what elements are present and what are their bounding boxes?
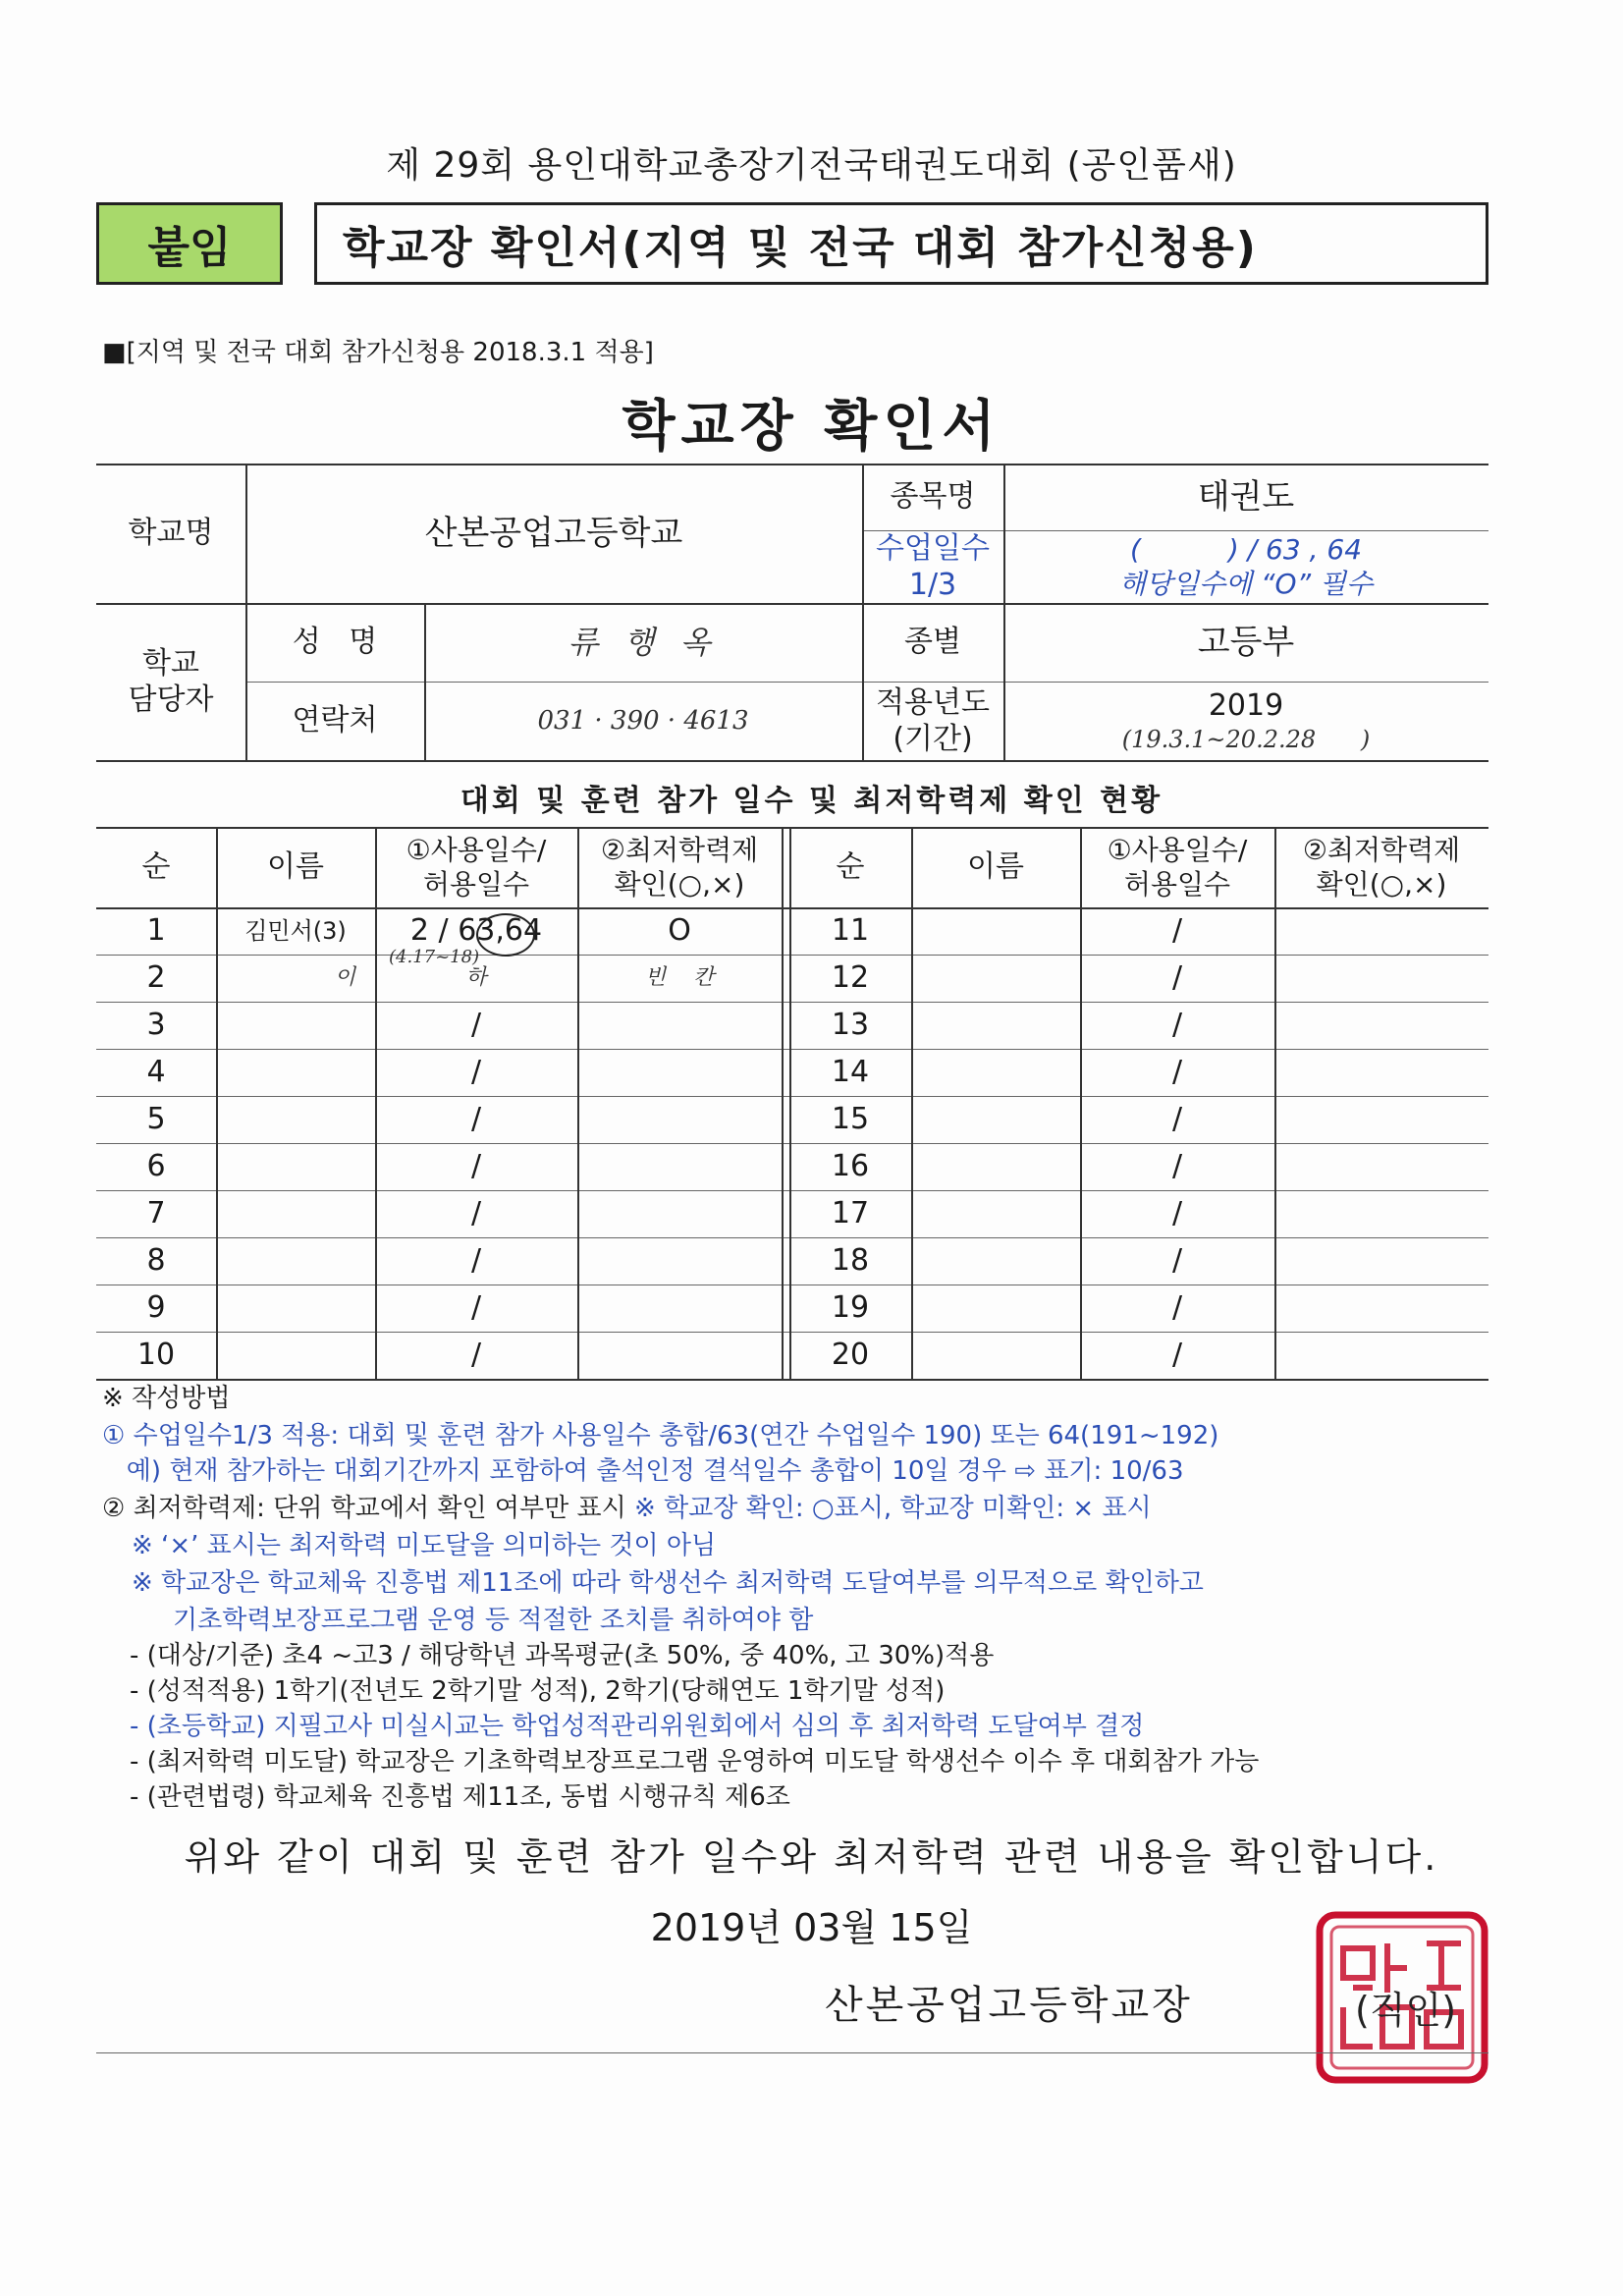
note-line-5: ※ 학교장은 학교체육 진흥법 제11조에 따라 학생선수 최저학력 도달여부를 의무적으로 확인하고 — [132, 1568, 1204, 1598]
col-header-no-right: 순 — [836, 849, 865, 885]
note-line-8: - (성적적용) 1학기(전년도 2학기말 성적), 2학기(당해연도 1학기말 성적) — [130, 1676, 946, 1706]
row-left-1-min: O — [668, 913, 691, 949]
row-left-6-no: 6 — [146, 1149, 166, 1184]
row-right-7-min — [1274, 1190, 1488, 1237]
row-left-3-name — [216, 1002, 375, 1049]
row-right-5-no: 15 — [831, 1102, 870, 1137]
col-header-no: 순 — [141, 849, 171, 885]
note-line-4: ※ ‘×’ 표시는 최저학력 미도달을 의미하는 것이 아님 — [132, 1531, 717, 1560]
row-left-4-name — [216, 1049, 375, 1096]
class-days-value-line2: 해당일수에 “O” 필수 — [1118, 568, 1374, 600]
manager-label-line2: 담당자 — [128, 683, 214, 717]
document-title: 학교장 확인서 — [622, 395, 1001, 459]
row-left-5-min — [577, 1096, 782, 1143]
row-left-9-no: 9 — [146, 1290, 166, 1326]
row-right-9-days: / — [1171, 1290, 1183, 1326]
row-left-7-min — [577, 1190, 782, 1237]
row-left-6-days: / — [470, 1149, 482, 1184]
row-left-5-days: / — [470, 1102, 482, 1137]
circled-63-mark — [476, 913, 535, 957]
note-line-10: - (최저학력 미도달) 학교장은 기초학력보장프로그램 운영하여 미도달 학생선수 이수 후 대회참가 가능 — [130, 1747, 1260, 1777]
col-header-days-right-line1: ①사용일수/ — [1107, 834, 1248, 866]
form-title-box — [314, 202, 1488, 285]
row-left-8-no: 8 — [146, 1243, 166, 1279]
row-left-7-name — [216, 1190, 375, 1237]
applicability-note: ■[지역 및 전국 대회 참가신청용 2018.3.1 적용] — [102, 338, 654, 367]
row-right-10-days: / — [1171, 1338, 1183, 1373]
col-header-min — [577, 827, 782, 907]
row-right-3-min — [1274, 1002, 1488, 1049]
class-days-value — [1003, 530, 1488, 603]
row-left-1-no: 1 — [146, 913, 166, 949]
class-days-label — [862, 530, 1003, 603]
year-value — [1003, 682, 1488, 760]
col-header-min-right-line2: 확인(○,×) — [1316, 868, 1447, 901]
school-name-value: 산본공업고등학교 — [424, 513, 683, 553]
period-value: (19.3.1~20.2.28 ) — [1121, 725, 1371, 753]
division-label: 종별 — [904, 625, 961, 660]
row-right-10-no: 20 — [831, 1338, 870, 1373]
row-left-10-min — [577, 1332, 782, 1379]
row-right-9-no: 19 — [831, 1290, 870, 1326]
row-left-9-name — [216, 1285, 375, 1332]
row-right-10-min — [1274, 1332, 1488, 1379]
col-header-min-line2: 확인(○,×) — [614, 868, 745, 901]
row-right-1-name — [911, 907, 1080, 955]
signature-date: 2019년 03월 15일 — [650, 1906, 973, 1949]
principal-name: 산본공업고등학교장 — [825, 1983, 1193, 2028]
notes-heading: ※ 작성방법 — [102, 1384, 231, 1413]
note-line-9: - (초등학교) 지필고사 미실시교는 학업성적관리위원회에서 심의 후 최저학력 도달여부 결정 — [130, 1712, 1145, 1741]
note-line-6: 기초학력보장프로그램 운영 등 적절한 조치를 취하여야 함 — [173, 1606, 814, 1635]
col-header-name: 이름 — [267, 849, 324, 885]
row-left-8-min — [577, 1237, 782, 1285]
col-header-min-right-line1: ②최저학력제 — [1302, 834, 1461, 866]
row-right-3-no: 13 — [831, 1008, 870, 1043]
row-right-3-name — [911, 1002, 1080, 1049]
note-line-1: ① 수업일수1/3 적용: 대회 및 훈련 참가 사용일수 총합/63(연간 수업일수 190) 또는 64(191~192) — [102, 1421, 1219, 1450]
row-right-6-min — [1274, 1143, 1488, 1190]
row1-date-note: (4.17~18) — [389, 947, 480, 967]
row-right-2-days: / — [1171, 960, 1183, 996]
row-right-4-name — [911, 1049, 1080, 1096]
year-label-line1: 적용년도 — [876, 684, 990, 720]
row-left-1-days: 2 / 63,64 — [409, 913, 543, 949]
school-name-label: 학교명 — [128, 516, 214, 551]
contact-label: 연락처 — [292, 703, 378, 738]
row-left-2-days: 하 — [465, 965, 487, 991]
contact-value: 031 · 390 · 4613 — [537, 705, 749, 736]
year-label — [862, 682, 1003, 760]
sport-label: 종목명 — [890, 479, 976, 515]
row-left-6-min — [577, 1143, 782, 1190]
row-right-4-min — [1274, 1049, 1488, 1096]
row-left-3-no: 3 — [146, 1008, 166, 1043]
row-left-7-days: / — [470, 1196, 482, 1231]
row-left-10-days: / — [470, 1338, 482, 1373]
row-right-4-days: / — [1171, 1055, 1183, 1090]
row-left-2-min: 빈 칸 — [644, 965, 715, 991]
attachment-badge: 붙임 — [96, 202, 283, 285]
section-title: 대회 및 훈련 참가 일수 및 최저학력제 확인 현황 — [460, 784, 1163, 818]
row-left-4-days: / — [470, 1055, 482, 1090]
row-left-10-name — [216, 1332, 375, 1379]
manager-name-value: 류 행 옥 — [568, 624, 719, 661]
sport-value: 태권도 — [1197, 476, 1295, 517]
row-right-2-name — [911, 955, 1080, 1002]
note-line-2: 예) 현재 참가하는 대회기간까지 포함하여 출석인정 결석일수 총합이 10일 경우 ⇨ 표기: 10/63 — [102, 1456, 1184, 1486]
row-left-5-name — [216, 1096, 375, 1143]
col-header-name-right: 이름 — [967, 849, 1024, 885]
col-header-days — [375, 827, 577, 907]
manager-label-line1: 학교 — [142, 645, 199, 681]
row-right-10-name — [911, 1332, 1080, 1379]
row-right-9-min — [1274, 1285, 1488, 1332]
row-right-1-days: / — [1171, 913, 1183, 949]
row-left-2-name: 이 — [334, 965, 355, 991]
event-title: 제 29회 용인대학교총장기전국태권도대회 (공인품새) — [386, 145, 1237, 186]
row-right-7-name — [911, 1190, 1080, 1237]
note-line-11: - (관련법령) 학교체육 진흥법 제11조, 동법 시행규칙 제6조 — [130, 1782, 790, 1812]
row-left-10-no: 10 — [136, 1338, 176, 1373]
row-right-3-days: / — [1171, 1008, 1183, 1043]
row-right-5-min — [1274, 1096, 1488, 1143]
row-right-4-no: 14 — [831, 1055, 870, 1090]
row-right-8-no: 18 — [831, 1243, 870, 1279]
row-right-5-name — [911, 1096, 1080, 1143]
col-header-days-right — [1080, 827, 1274, 907]
row-left-8-days: / — [470, 1243, 482, 1279]
row-right-6-name — [911, 1143, 1080, 1190]
year-value-line1: 2019 — [1208, 688, 1284, 724]
row-left-7-no: 7 — [146, 1196, 166, 1231]
class-days-label-line1: 수업일수 — [876, 530, 990, 566]
note-line-3a: ② 최저학력제: 단위 학교에서 확인 여부만 표시 — [102, 1494, 635, 1523]
row-left-6-name — [216, 1143, 375, 1190]
seal-label: (직인) — [1355, 1989, 1457, 2032]
note-line-3 — [102, 1491, 1152, 1526]
note-line-7: - (대상/기준) 초4 ~고3 / 해당학년 과목평균(초 50%, 중 40%, 고 30%)적용 — [130, 1641, 995, 1670]
row-left-2-no: 2 — [146, 960, 166, 996]
row-left-3-days: / — [470, 1008, 482, 1043]
form-title: 학교장 확인서(지역 및 전국 대회 참가신청용) — [343, 223, 1258, 273]
name-label: 성 명 — [292, 625, 378, 660]
row-left-9-min — [577, 1285, 782, 1332]
row-left-1-name: 김민서(3) — [244, 917, 347, 945]
row-right-7-days: / — [1171, 1196, 1183, 1231]
row-left-9-days: / — [470, 1290, 482, 1326]
row-left-3-min — [577, 1002, 782, 1049]
row-right-8-min — [1274, 1237, 1488, 1285]
note-line-3b: ※ 학교장 확인: ○표시, 학교장 미확인: × 표시 — [634, 1494, 1152, 1523]
row-right-1-no: 11 — [831, 913, 870, 949]
manager-label — [96, 603, 245, 760]
row-right-2-no: 12 — [831, 960, 870, 996]
row-right-1-min — [1274, 907, 1488, 955]
row-left-8-name — [216, 1237, 375, 1285]
col-header-min-line1: ②최저학력제 — [600, 834, 759, 866]
row-right-8-days: / — [1171, 1243, 1183, 1279]
division-value: 고등부 — [1197, 622, 1295, 662]
row-right-7-no: 17 — [831, 1196, 870, 1231]
row-right-5-days: / — [1171, 1102, 1183, 1137]
row-left-5-no: 5 — [146, 1102, 166, 1137]
col-header-min-right — [1274, 827, 1488, 907]
class-days-label-line2: 1/3 — [908, 568, 957, 602]
row-right-2-min — [1274, 955, 1488, 1002]
row-right-6-days: / — [1171, 1149, 1183, 1184]
class-days-value-line1: ( ) / 63 , 64 — [1129, 533, 1363, 566]
row-right-8-name — [911, 1237, 1080, 1285]
col-header-days-line2: 허용일수 — [422, 868, 530, 901]
col-header-days-right-line2: 허용일수 — [1123, 868, 1231, 901]
row-right-9-name — [911, 1285, 1080, 1332]
col-header-days-line1: ①사용일수/ — [406, 834, 547, 866]
year-label-line2: (기간) — [893, 722, 973, 756]
confirmation-statement: 위와 같이 대회 및 훈련 참가 일수와 최저학력 관련 내용을 확인합니다. — [184, 1835, 1439, 1879]
row-right-6-no: 16 — [831, 1149, 870, 1184]
row-left-4-min — [577, 1049, 782, 1096]
row-left-4-no: 4 — [146, 1055, 166, 1090]
